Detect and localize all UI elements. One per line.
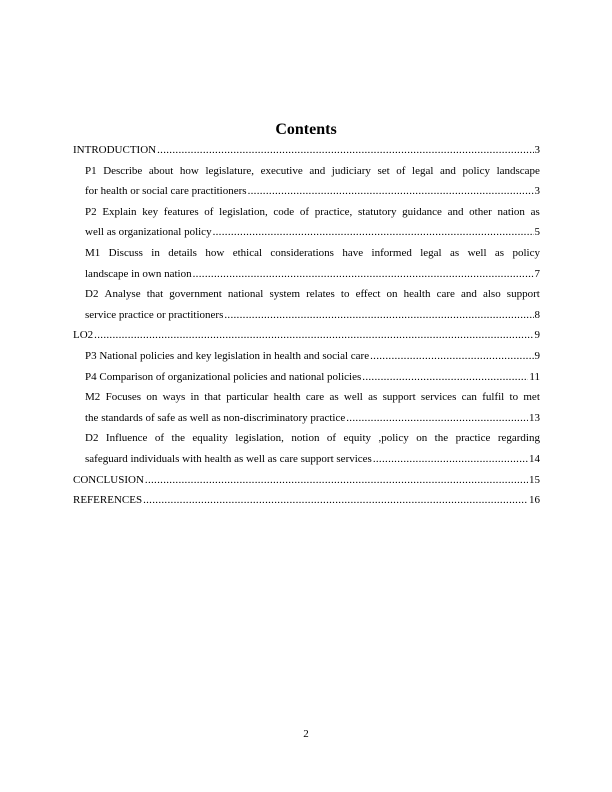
- toc-entry[interactable]: [73, 346, 540, 367]
- page-number: 2: [303, 728, 309, 740]
- toc-entry-title: for health or social care practitioners: [85, 185, 247, 198]
- dot-leader: [373, 449, 528, 470]
- toc-page-number: 8: [534, 308, 540, 321]
- toc-entry-title: well as organizational policy: [85, 226, 212, 239]
- toc-entry-leader-line: [85, 305, 540, 326]
- toc-entry[interactable]: [73, 387, 540, 428]
- toc-page-number: 9: [534, 349, 540, 362]
- toc-entry[interactable]: [73, 367, 540, 388]
- toc-entry-text-line: M2 Focuses on ways in that particular health care as well as support services can fulfil to met: [85, 391, 540, 404]
- toc-entry-title: REFERENCES: [73, 494, 143, 507]
- toc-entry-text-line: D2 Influence of the equality legislation, notion of equity ,policy on the practice regarding: [85, 432, 540, 445]
- toc-entry[interactable]: [73, 284, 540, 325]
- dot-leader: [346, 408, 528, 429]
- toc-entry-leader-line: [73, 490, 540, 511]
- toc-entry[interactable]: [73, 161, 540, 202]
- toc-entry[interactable]: [73, 490, 540, 511]
- page-title: Contents: [275, 121, 337, 138]
- dot-leader: [213, 222, 534, 243]
- toc-entry-text-line: M1 Discuss in details how ethical considerations have informed legal as well as policy: [85, 246, 540, 259]
- toc-entry-leader-line: [85, 449, 540, 470]
- toc-entry-leader-line: [85, 222, 540, 243]
- toc-entry[interactable]: [73, 428, 540, 469]
- toc-entry-text-line: P2 Explain key features of legislation, code of practice, statutory guidance and other nation as: [85, 205, 540, 218]
- dot-leader: [94, 325, 533, 346]
- toc-entry-leader-line: [85, 367, 540, 388]
- toc-entry-leader-line: [73, 325, 540, 346]
- toc-page-number: 11: [529, 370, 540, 383]
- toc-page-number: 15: [529, 473, 540, 486]
- toc-entry[interactable]: [73, 202, 540, 243]
- toc-entry-title: P4 Comparison of organizational policies and national policies: [85, 370, 362, 383]
- toc-page-number: 13: [529, 411, 540, 424]
- dot-leader: [370, 346, 533, 367]
- toc-entry-text-line: D2 Analyse that government national system relates to effect on health care and also support: [85, 288, 540, 301]
- toc-entry-title: service practice or practitioners: [85, 308, 224, 321]
- toc-entry-title: LO2: [73, 329, 94, 342]
- dot-leader: [193, 264, 534, 285]
- table-of-contents: [73, 140, 540, 511]
- toc-page-number: 14: [529, 452, 540, 465]
- toc-entry-leader-line: [85, 346, 540, 367]
- toc-entry-title: the standards of safe as well as non-discriminatory practice: [85, 411, 346, 424]
- toc-page-number: 5: [534, 226, 540, 239]
- toc-entry-text-line: P1 Describe about how legislature, executive and judiciary set of legal and policy landscape: [85, 164, 540, 177]
- toc-entry-title: safeguard individuals with health as well as care support services: [85, 452, 372, 465]
- toc-page-number: 7: [534, 267, 540, 280]
- toc-entry[interactable]: [73, 325, 540, 346]
- dot-leader: [157, 140, 533, 161]
- toc-entry-title: CONCLUSION: [73, 473, 144, 486]
- dot-leader: [145, 470, 528, 491]
- dot-leader: [248, 181, 534, 202]
- toc-entry-title: landscape in own nation: [85, 267, 192, 280]
- dot-leader: [224, 305, 533, 326]
- toc-entry-leader-line: [73, 470, 540, 491]
- toc-entry-leader-line: [85, 264, 540, 285]
- toc-page-number: 16: [529, 494, 540, 507]
- toc-entry-title: P3 National policies and key legislation in health and social care: [85, 349, 370, 362]
- toc-entry-leader-line: [85, 181, 540, 202]
- toc-page-number: 3: [534, 185, 540, 198]
- dot-leader: [143, 490, 528, 511]
- toc-entry[interactable]: [73, 470, 540, 491]
- toc-entry-leader-line: [73, 140, 540, 161]
- toc-entry-title: INTRODUCTION: [73, 144, 157, 156]
- toc-entry-leader-line: [85, 408, 540, 429]
- toc-entry[interactable]: [73, 140, 540, 161]
- dot-leader: [362, 367, 528, 388]
- toc-page-number: 9: [534, 329, 540, 342]
- toc-entry[interactable]: [73, 243, 540, 284]
- toc-page-number: 3: [534, 144, 540, 156]
